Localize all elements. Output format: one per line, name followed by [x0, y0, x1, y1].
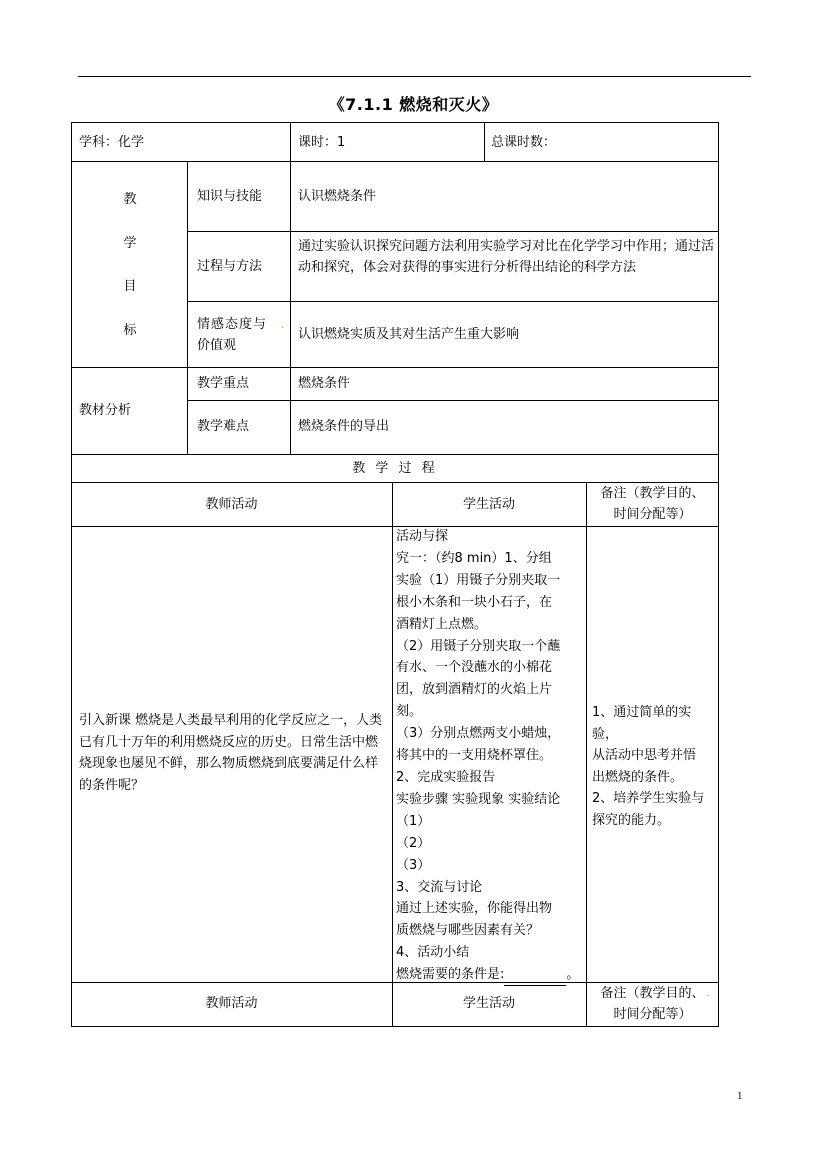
objective-label-attitude-line1: 情感态度与 — [197, 317, 268, 332]
student-line: 质燃烧与哪些因素有关？ — [396, 923, 540, 939]
student-line: 刻。 — [396, 704, 423, 720]
difficulty-label: 教学难点 — [197, 419, 250, 434]
difficulty-content: 燃烧条件的导出 — [298, 419, 390, 434]
student-line: 通过上述实验，你能得出物 — [396, 901, 553, 917]
objectives-label-char-1: 教 — [123, 192, 137, 207]
student-activity-header-repeat: 学生活动 — [462, 996, 515, 1011]
notes-header-repeat-line1: 备注（教学目的、 — [600, 986, 705, 1001]
student-last-line — [396, 964, 584, 986]
notes-line: 探究的能力。 — [592, 812, 671, 828]
student-line: （2） — [396, 835, 431, 851]
document-title: 《7.1.1 燃烧和灭火》 — [328, 95, 499, 114]
student-line: 团，放到酒精灯的火焰上片 — [396, 682, 553, 698]
answer-blank — [504, 971, 566, 986]
notes-header-line1: 备注（教学目的、 — [600, 486, 705, 501]
page-number: 1 — [737, 1090, 743, 1102]
teacher-activity-header: 教师活动 — [205, 497, 258, 512]
objective-label-knowledge: 知识与技能 — [197, 189, 263, 204]
notes-line: 出燃烧的条件。 — [592, 769, 684, 785]
notes-text — [592, 702, 716, 831]
student-line: 将其中的一支用烧杯罩住。 — [396, 748, 553, 764]
student-last-line-suffix: 。 — [566, 967, 580, 983]
student-line: 活动与探 — [396, 529, 449, 544]
notes-header-repeat-line2: 时间分配等） — [613, 1007, 692, 1022]
student-line: （3） — [396, 857, 431, 873]
objective-content-attitude: 认识燃烧实质及其对生活产生重大影响 — [298, 327, 520, 342]
student-line: （3）分别点燃两支小蜡烛， — [396, 726, 561, 742]
objective-content-process: 通过实验认识探究问题方法利用实验学习对比在化学学习中作用；通过活动和探究，体会对获得的事实进行分析得出结论的科学方法 — [298, 239, 715, 275]
teacher-activity-text: 引入新课 燃烧是人类最早利用的化学反应之一，人类已有几十万年的利用燃烧反应的历史。日常生活中燃烧现象也屡见不鲜，那么物质燃烧到底要满足什么样的条件呢？ — [79, 713, 383, 793]
material-analysis-label: 教材分析 — [79, 403, 132, 418]
student-activity-text — [396, 526, 584, 986]
student-line: （1） — [396, 813, 431, 829]
student-activity-header: 学生活动 — [462, 497, 515, 512]
student-line: 酒精灯上点燃。 — [396, 616, 488, 632]
objectives-label-char-3: 目 — [123, 279, 137, 294]
student-line: 实验（1）用镊子分别夹取一 — [396, 572, 561, 588]
decorative-dot: . — [281, 320, 285, 331]
key-point-label: 教学重点 — [197, 376, 250, 391]
header-rule — [78, 76, 751, 77]
student-line: 实验步骤 实验现象 实验结论 — [396, 791, 561, 807]
objective-label-attitude-line2: 价值观 — [197, 338, 237, 353]
student-line: 有水、一个没蘸水的小棉花 — [396, 660, 553, 676]
period-cell: 课时：1 — [298, 135, 346, 150]
process-heading: 教 学 过 程 — [352, 461, 438, 476]
objectives-label-char-4: 标 — [123, 323, 137, 338]
decorative-dot: . — [706, 988, 710, 999]
notes-line: 1、通过简单的实验， — [592, 705, 692, 742]
objective-content-knowledge: 认识燃烧条件 — [298, 189, 377, 204]
student-line: 2、完成实验报告 — [396, 769, 496, 785]
student-line: 3、交流与讨论 — [396, 879, 483, 895]
notes-line: 从活动中思考并悟 — [592, 748, 697, 763]
teacher-activity-header-repeat: 教师活动 — [205, 996, 258, 1011]
objectives-label-char-2: 学 — [123, 236, 137, 251]
notes-header-line2: 时间分配等） — [613, 507, 692, 522]
student-line: 根小木条和一块小石子，在 — [396, 594, 553, 610]
student-last-line-prefix: 燃烧需要的条件是: — [396, 967, 505, 983]
subject-cell: 学科：化学 — [79, 135, 145, 150]
student-line: （2）用镊子分别夹取一个蘸 — [396, 638, 561, 654]
notes-line: 2、培养学生实验与 — [592, 791, 705, 806]
student-line: 究一：（约8 min）1、分组 — [396, 550, 552, 566]
student-line: 4、活动小结 — [396, 945, 470, 961]
key-point-content: 燃烧条件 — [298, 376, 351, 391]
objective-label-process: 过程与方法 — [197, 259, 263, 274]
total-periods-cell: 总课时数： — [491, 135, 557, 150]
